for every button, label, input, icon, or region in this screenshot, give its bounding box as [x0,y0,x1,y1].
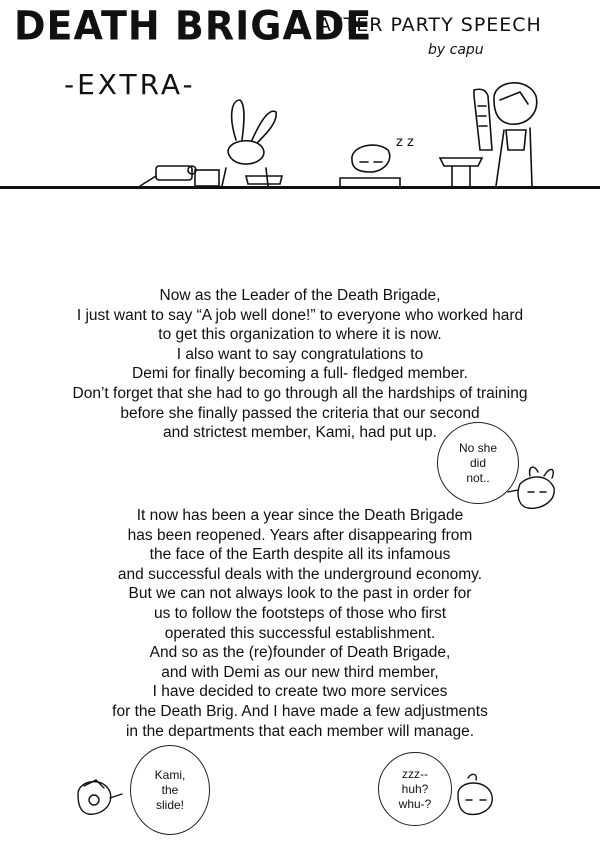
sleep-mark: z z [396,135,414,150]
bubble-line: whu-? [398,796,432,811]
speech-line: has been reopened. Years after disappearing from [127,526,473,544]
projector-icon [140,166,219,186]
speech-paragraph-1 [0,286,600,443]
speech-line: and with Demi as our new third member, [161,663,439,681]
speech-line: It now has been a year since the Death Brigade [136,507,464,524]
extra-label: -EXTRA- [64,68,196,101]
speech-line: I also want to say congratulations to [176,345,424,363]
speech-line: and strictest member, Kami, had put up. [163,424,437,442]
speech-line: Don’t forget that she had to go through all the hardships of training [72,384,528,402]
speech-paragraph-2 [0,506,600,741]
bubble-line: Kami, [154,767,186,782]
bubble-line: did [469,455,486,470]
sleeping-boy-figure [340,145,400,186]
subtitle: AFTER PARTY SPEECH [318,14,542,36]
speech-line: for the Death Brig. And I have made a few adjustments [112,702,488,720]
speech-bubble-sleepy [378,752,452,826]
speech-line: But we can not always look to the past in order for [128,585,472,603]
leader-figure [474,83,537,186]
speech-line: and successful deals with the underground economy. [117,565,483,583]
speech-line: in the departments that each member will manage. [125,722,475,740]
speech-bubble-leader [130,745,210,835]
author-byline: by capu [428,42,484,58]
podium-icon [440,158,482,186]
speech-line: operated this successful establishment. [164,624,436,642]
bubble-line: No she [458,440,498,455]
bubble-line: slide! [155,797,184,812]
bubble-line: not.. [466,470,490,485]
comic-title: DEATH BRIGADE [14,2,373,50]
speech-line: And so as the (re)founder of Death Brigade, [149,644,451,662]
bubble-line: huh? [401,781,429,796]
bubble-line: zzz-- [402,766,428,781]
header-divider [0,186,600,189]
header-illustration [0,0,600,200]
speech-line: the face of the Earth despite all its infamous [149,546,451,564]
demi-chibi [500,462,600,522]
bunny-girl-figure [222,100,282,186]
speech-line: us to follow the footsteps of those who first [153,604,447,622]
speech-line: I just want to say “A job well done!” to everyone who worked hard [76,306,524,324]
leader-chibi [70,768,134,828]
speech-line: before she finally passed the criteria that our second [120,404,480,422]
bubble-line: the [161,782,179,797]
speech-line: Now as the Leader of the Death Brigade, [159,287,441,304]
sleepy-chibi [448,768,504,828]
speech-line: I have decided to create two more services [152,683,448,701]
speech-line: to get this organization to where it is now. [158,326,442,344]
speech-line: Demi for finally becoming a full- fledged member. [132,365,468,383]
